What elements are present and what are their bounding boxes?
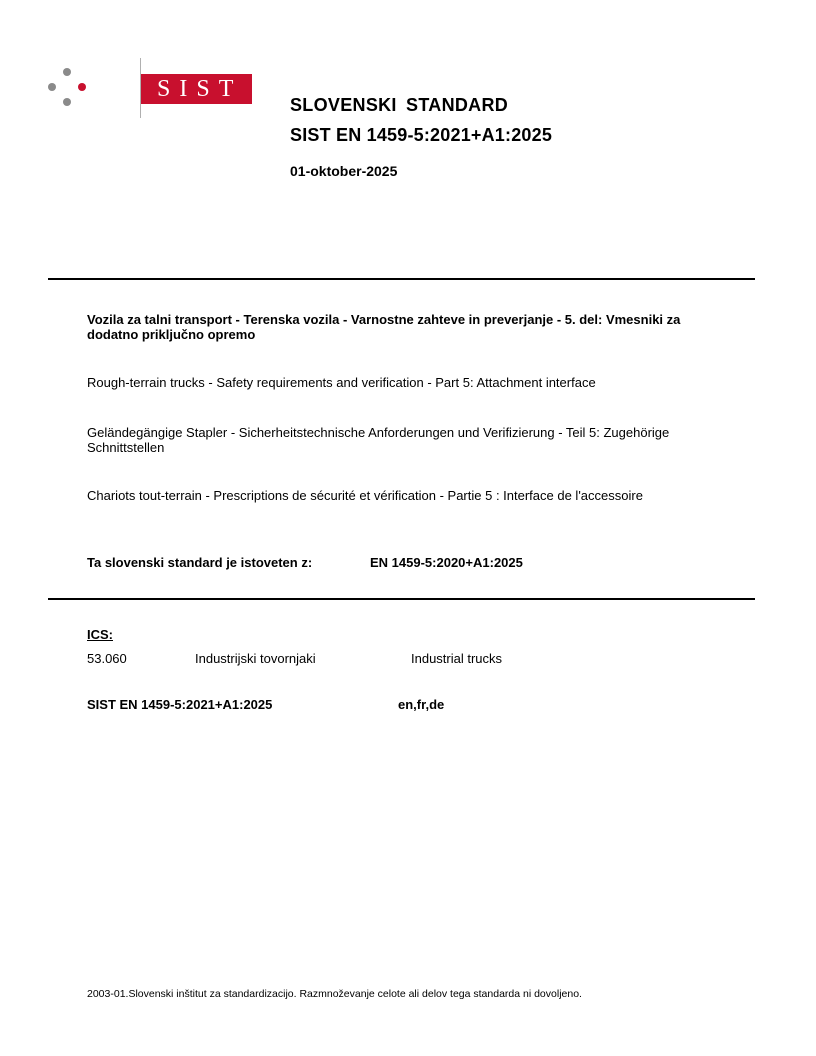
ics-description-en: Industrial trucks — [411, 651, 503, 666]
bottom-divider — [48, 598, 755, 600]
ics-code: 53.060 — [87, 651, 127, 666]
standard-type: SLOVENSKI STANDARD — [290, 95, 509, 115]
publication-date: 01-oktober-2025 — [290, 163, 398, 179]
title-english: Rough-terrain trucks - Safety requirements and verification - Part 5: Attachment interface — [87, 375, 596, 390]
ics-heading: ICS: — [87, 627, 113, 642]
logo-wordmark: SIST — [141, 74, 252, 104]
reference-code: SIST EN 1459-5:2021+A1:2025 — [87, 697, 273, 712]
copyright-notice: 2003-01.Slovenski inštitut za standardizacijo. Razmnoževanje celote ali delov tega standarda ni dovoljeno. — [87, 988, 582, 1000]
reference-languages: en,fr,de — [398, 697, 445, 712]
sist-logo — [48, 60, 243, 120]
ics-description-sl: Industrijski tovornjaki — [195, 651, 316, 666]
title-german: Geländegängige Stapler - Sicherheitstechnische Anforderungen und Verifizierung - Teil 5: Zugehörige Schnittstellen — [87, 425, 670, 455]
top-divider — [48, 278, 755, 280]
standard-number: SIST EN 1459-5:2021+A1:2025 — [290, 125, 553, 145]
logo-divider — [140, 58, 141, 118]
identical-value: EN 1459-5:2020+A1:2025 — [370, 555, 523, 570]
identical-label: Ta slovenski standard je istoveten z: — [87, 555, 313, 570]
identical-standard — [87, 555, 523, 570]
title-french: Chariots tout-terrain - Prescriptions de sécurité et vérification - Partie 5 : Interface de l'accessoire — [87, 488, 643, 503]
title-slovenian: Vozila za talni transport - Terenska vozila - Varnostne zahteve in preverjanje - 5. del: Vmesniki za dodatno priključno opremo — [87, 312, 681, 342]
logo-dots-icon — [48, 68, 88, 108]
standard-reference — [87, 697, 444, 712]
